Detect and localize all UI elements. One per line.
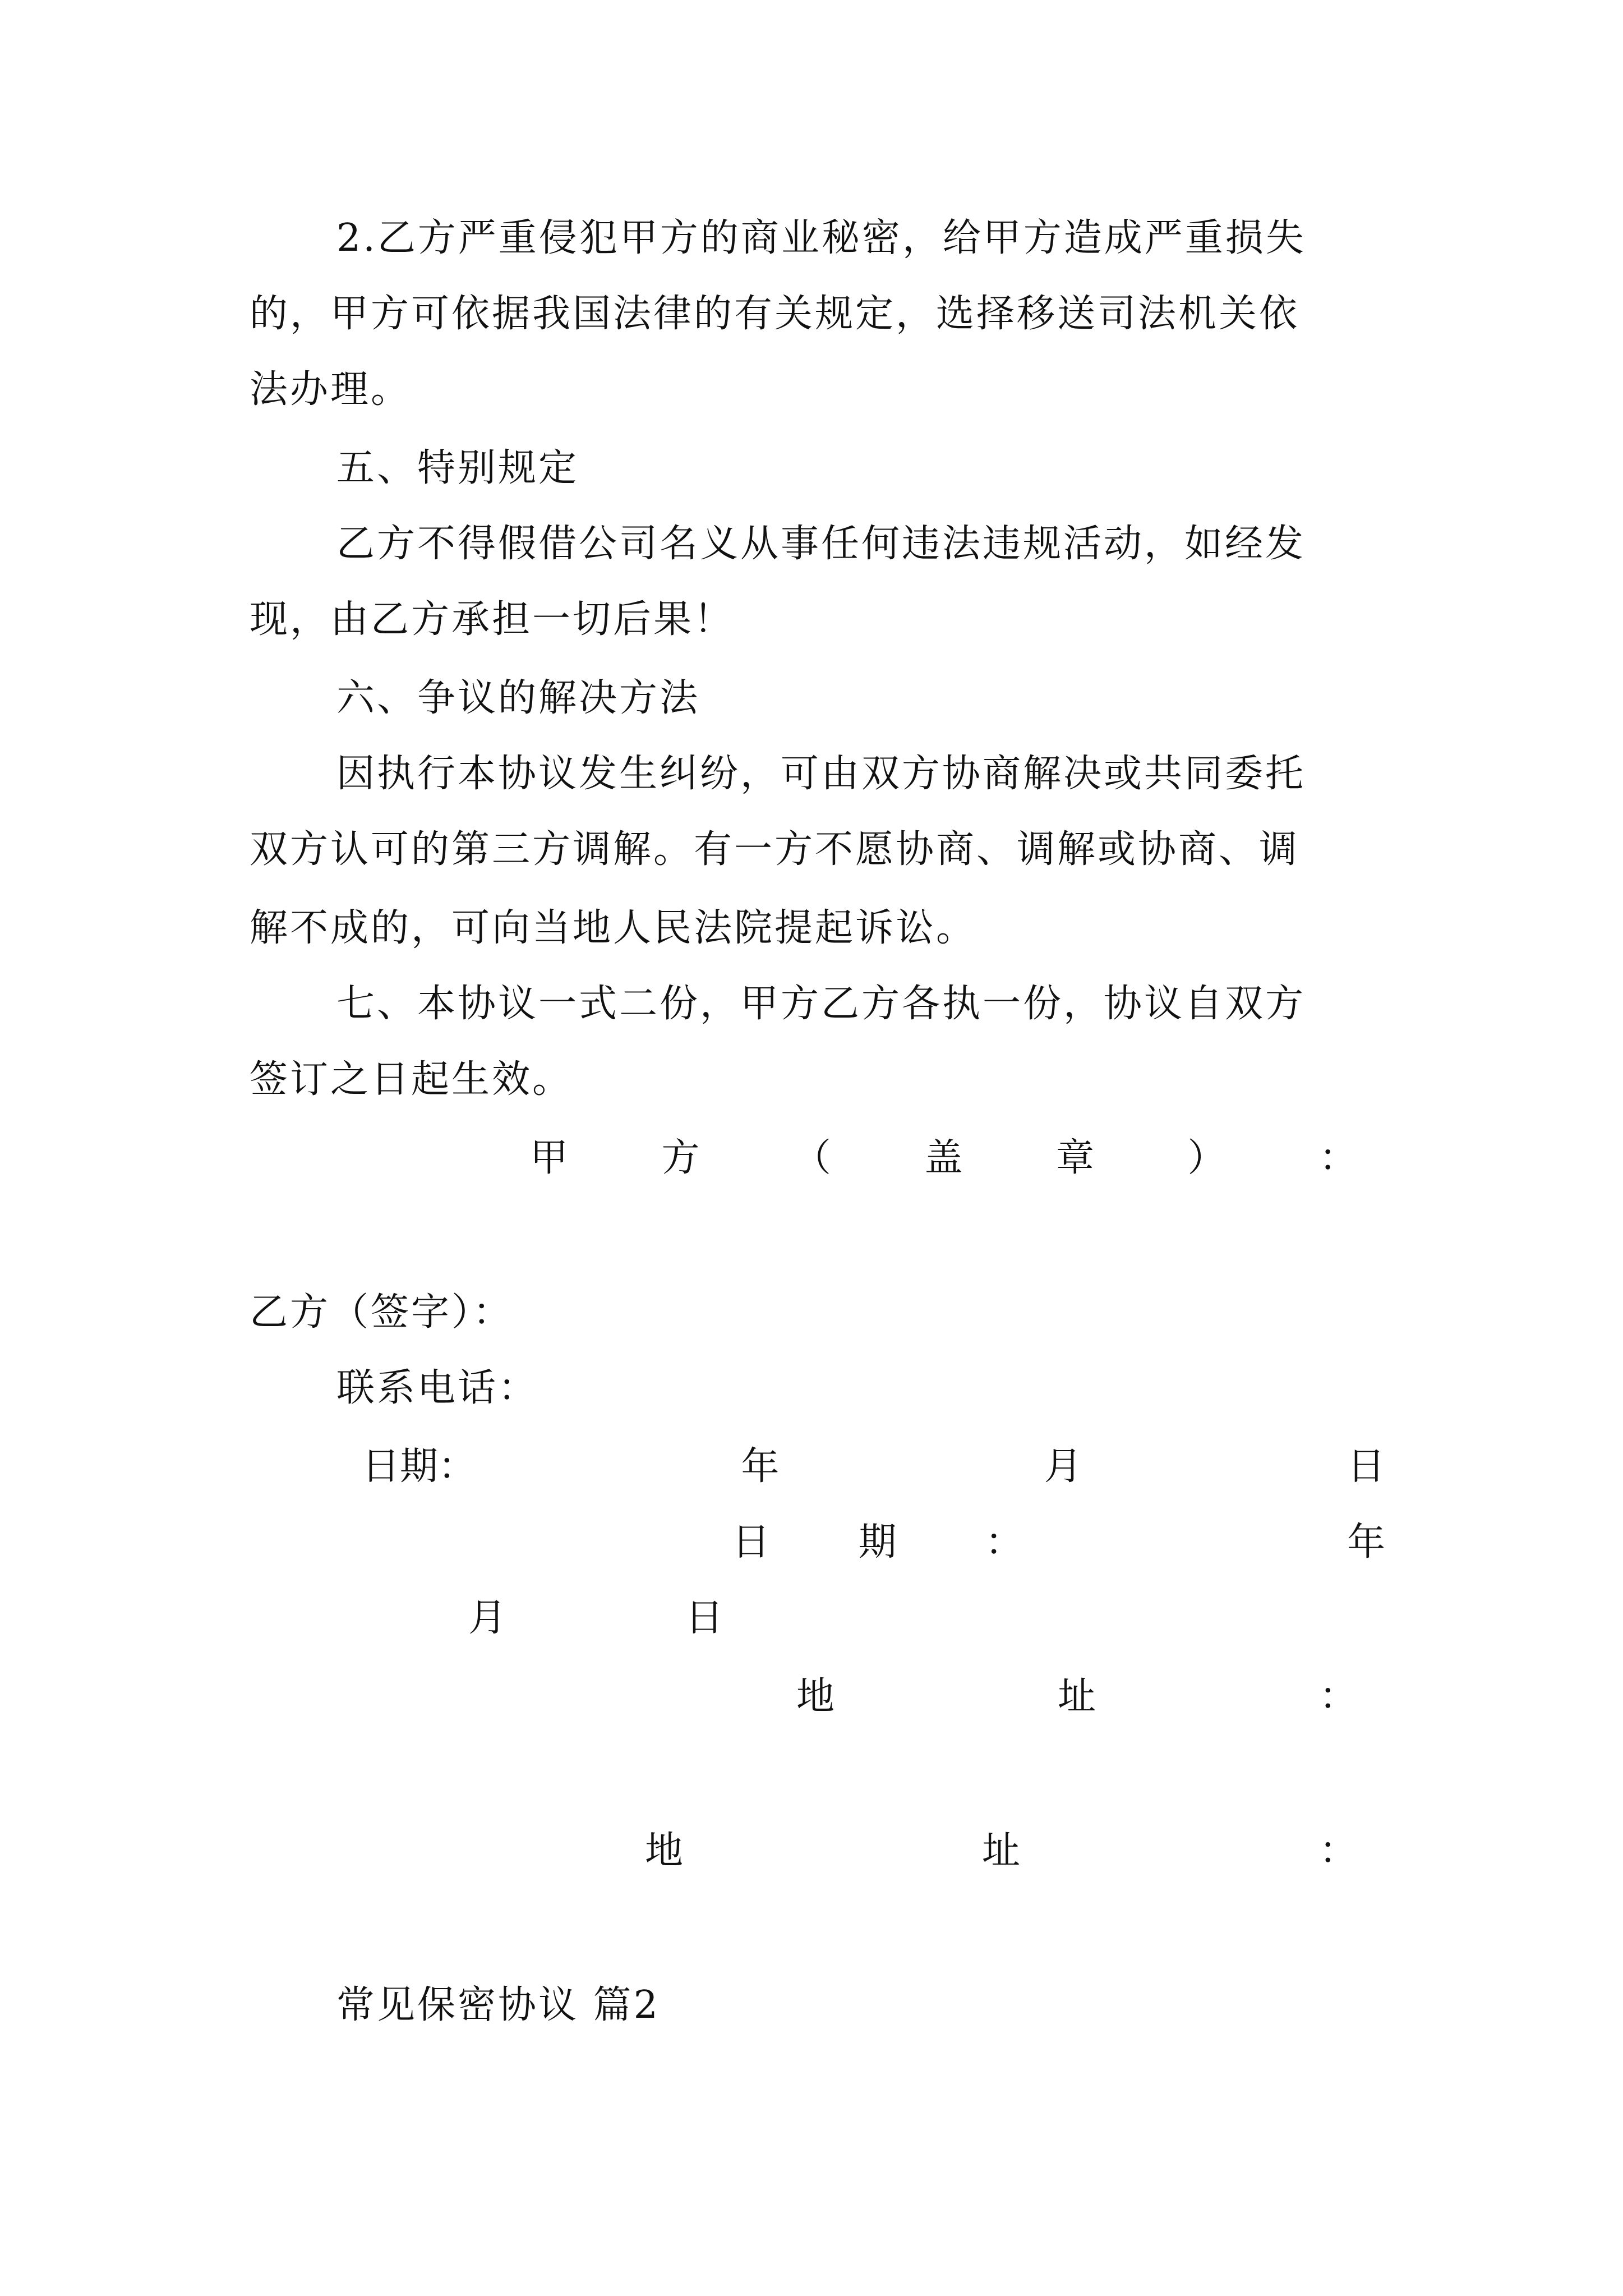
- date-month: 月: [1044, 1444, 1082, 1489]
- addr-char: ：: [1318, 1674, 1357, 1719]
- sig-char: （: [792, 1136, 831, 1180]
- party-b-signature-line: 乙方（签字）：: [250, 1290, 514, 1335]
- date-char: ：: [985, 1520, 1023, 1565]
- paragraph-line: 双方认可的第三方调解。有一方不愿协商、调解或协商、调: [250, 827, 1300, 872]
- date-char: 期: [858, 1520, 897, 1565]
- address-line-1: [796, 1672, 1357, 1722]
- sig-char: ）: [1187, 1136, 1226, 1180]
- paragraph-line: 2.乙方严重侵犯甲方的商业秘密，给甲方造成严重损失: [336, 216, 1306, 260]
- section-heading: 六、争议的解决方法: [336, 676, 700, 720]
- paragraph-line: 七、本协议一式二份，甲方乙方各执一份，协议自双方: [336, 982, 1306, 1026]
- section-heading: 五、特别规定: [336, 446, 579, 490]
- paragraph-line: 法办理。: [250, 367, 412, 412]
- party-a-seal-line: [530, 1133, 1357, 1184]
- sig-char: 甲: [530, 1136, 569, 1180]
- date-char: 日: [732, 1520, 771, 1565]
- addr-char: 地: [796, 1674, 835, 1719]
- date-day: 日: [685, 1596, 723, 1640]
- date-year: 年: [1347, 1520, 1385, 1565]
- date-year: 年: [741, 1444, 780, 1489]
- addr-char: 址: [981, 1829, 1020, 1873]
- sig-char: ：: [1318, 1136, 1357, 1180]
- contact-phone-line: 联系电话：: [336, 1366, 539, 1410]
- paragraph-line: 乙方不得假借公司名义从事任何违法违规活动，如经发: [336, 522, 1306, 566]
- date-day: 日: [1347, 1444, 1385, 1489]
- paragraph-line: 解不成的，可向当地人民法院提起诉讼。: [250, 906, 977, 950]
- date-month: 月: [468, 1596, 507, 1640]
- date-label: 日期：: [362, 1444, 477, 1489]
- paragraph-line: 因执行本协议发生纠纷，可由双方协商解决或共同委托: [336, 752, 1306, 796]
- next-section-title: 常见保密协议 篇2: [336, 1983, 660, 2027]
- sig-char: 章: [1055, 1136, 1094, 1180]
- paragraph-line: 签订之日起生效。: [250, 1057, 573, 1102]
- addr-char: 地: [645, 1829, 684, 1873]
- address-line-2: [645, 1826, 1357, 1876]
- sig-char: 方: [661, 1136, 700, 1180]
- addr-char: 址: [1057, 1674, 1096, 1719]
- paragraph-line: 现，由乙方承担一切后果！: [250, 597, 735, 642]
- date-line-1: [362, 1442, 1385, 1492]
- addr-char: ：: [1318, 1829, 1357, 1873]
- date-line-2-cont: [468, 1593, 723, 1644]
- date-line-2: [732, 1517, 1385, 1568]
- sig-char: 盖: [924, 1136, 963, 1180]
- paragraph-line: 的，甲方可依据我国法律的有关规定，选择移送司法机关依: [250, 292, 1300, 336]
